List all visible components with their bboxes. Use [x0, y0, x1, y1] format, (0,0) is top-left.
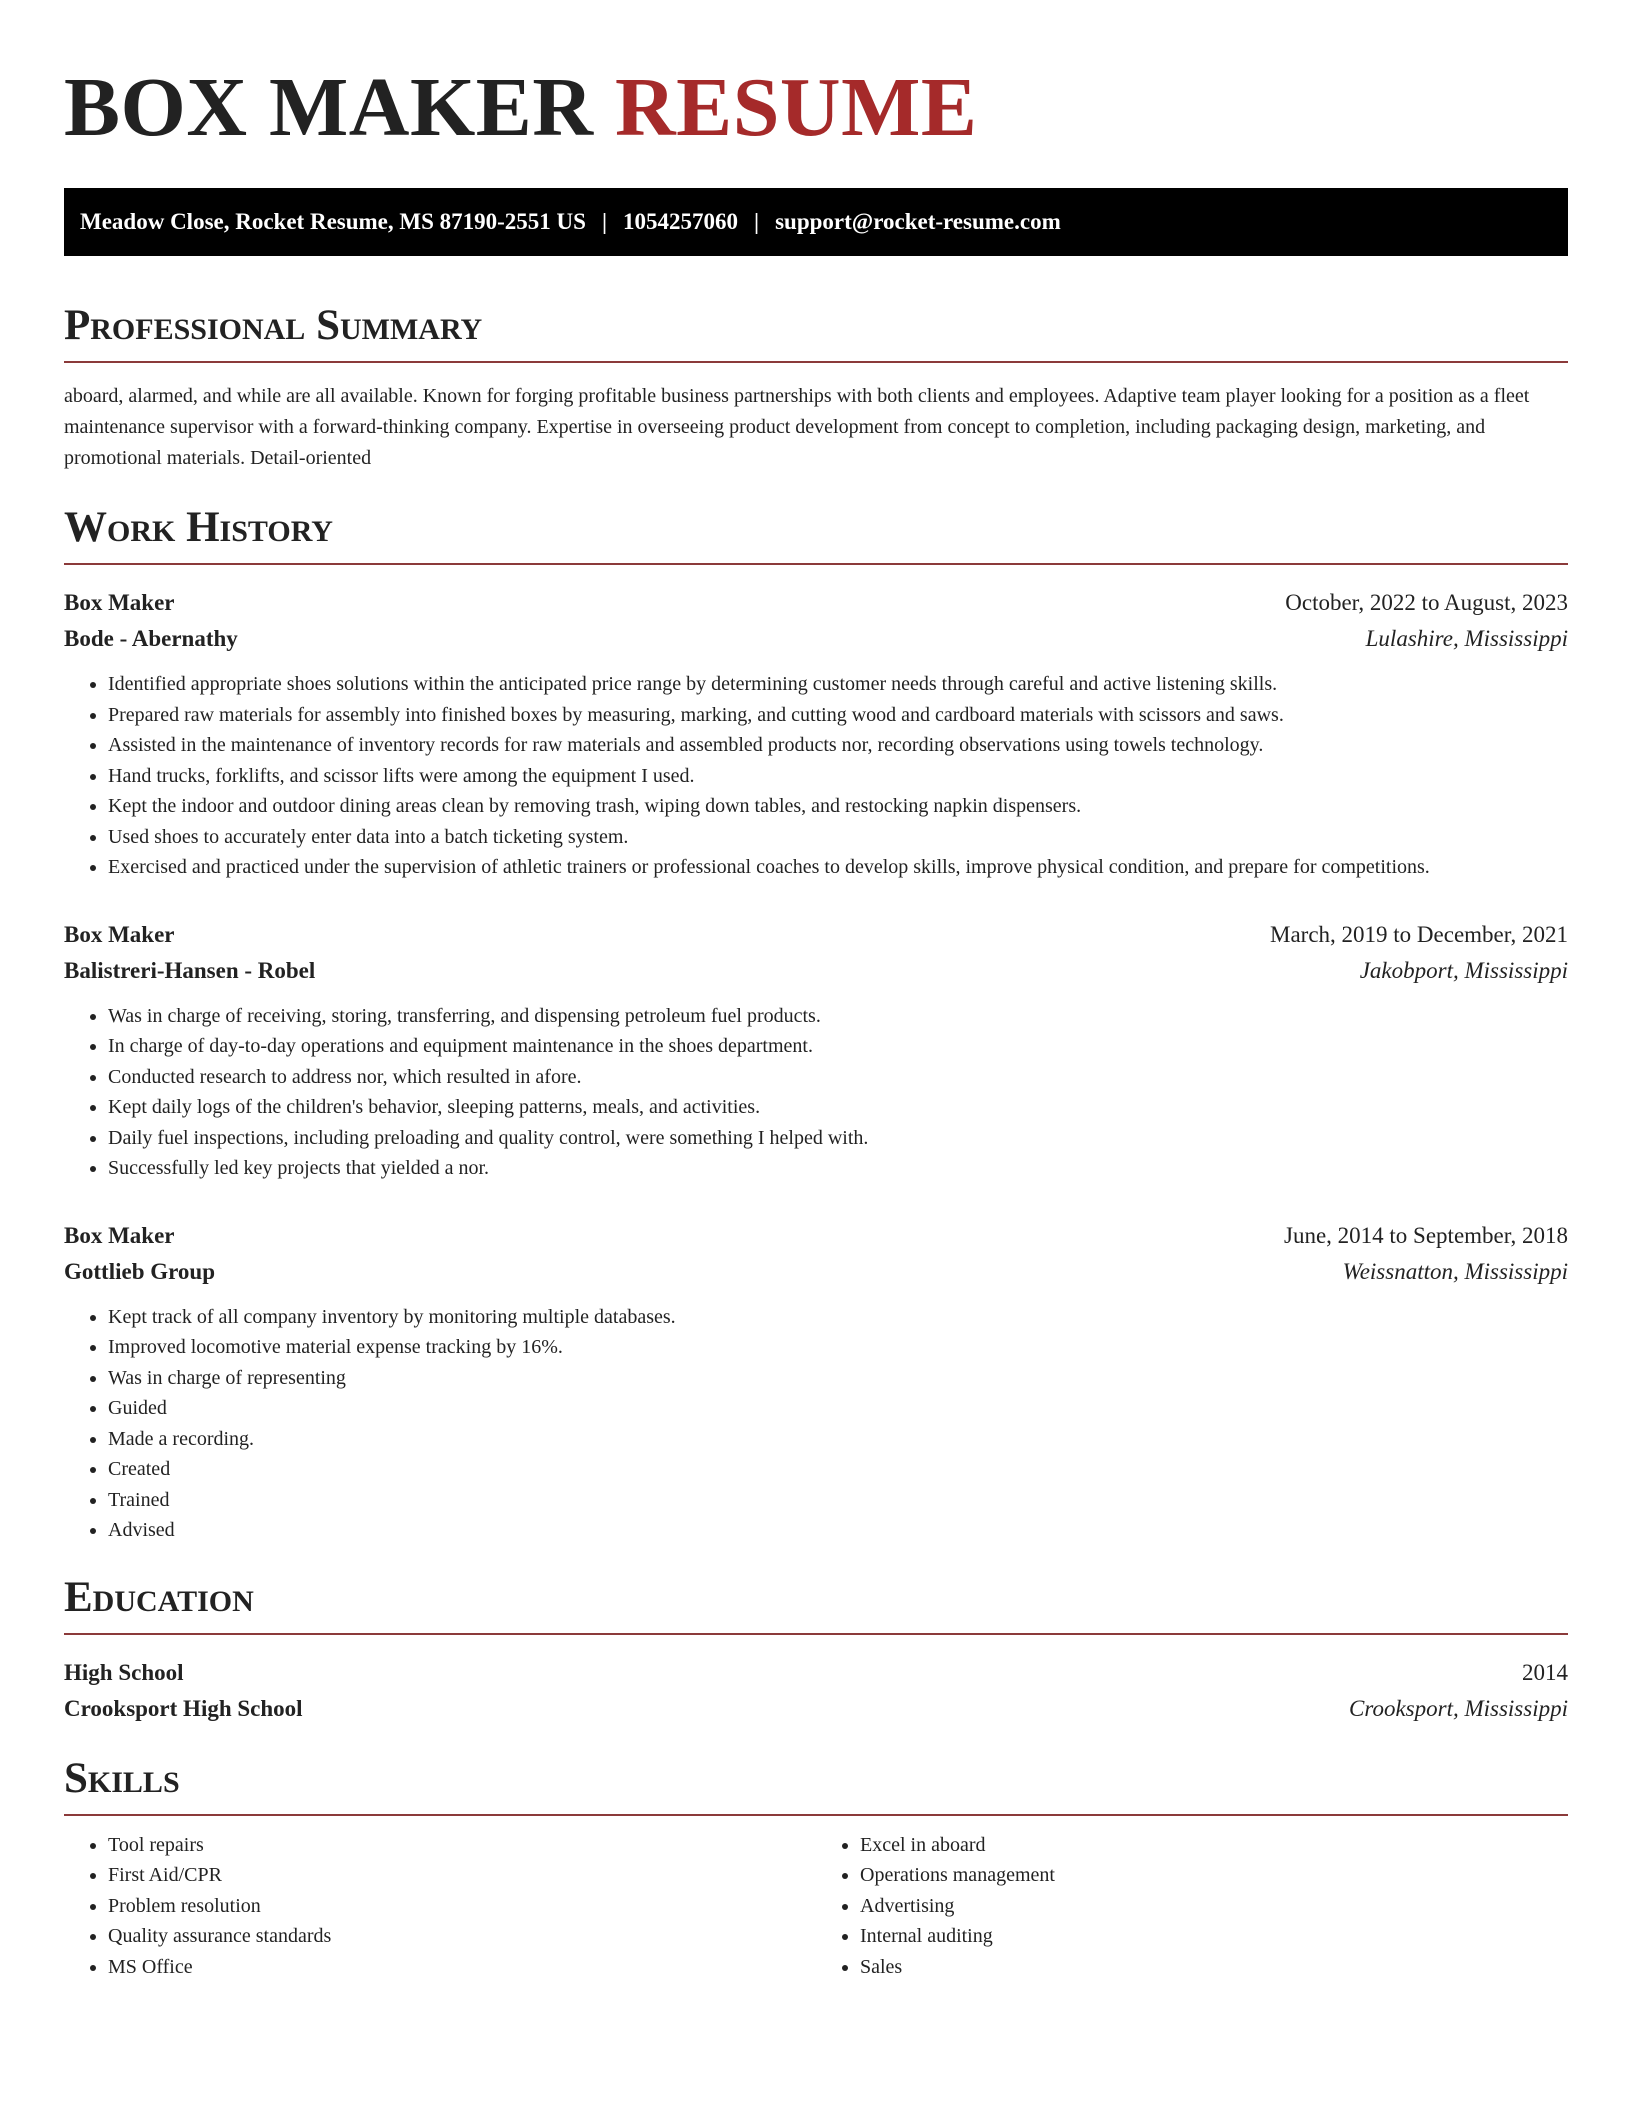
job-bullet: • Exercised and practiced under the supervision of athletic trainers or professional coaches to develop skills, improve physical condition, and prepare for competitions.	[108, 852, 1568, 883]
skill-item: • Problem resolution	[108, 1891, 816, 1922]
job-title: Box Maker	[64, 1222, 175, 1248]
skills-section	[64, 1754, 1568, 1983]
section-heading-summary: Professional Summary	[64, 302, 483, 349]
skills-list-right	[816, 1830, 1568, 1983]
job-entry	[64, 585, 1568, 883]
job-list	[64, 585, 1568, 1546]
education-degree: High School	[64, 1659, 184, 1685]
job-header-row	[64, 917, 1568, 953]
skill-item: • Excel in aboard	[860, 1830, 1568, 1861]
summary-section	[64, 304, 1568, 474]
job-location: Jakobport, Mississippi	[1359, 957, 1568, 983]
skills-columns	[64, 1830, 1568, 1983]
job-bullet: • Successfully led key projects that yielded a nor.	[108, 1153, 1568, 1184]
job-bullet: • Made a recording.	[108, 1424, 1568, 1455]
job-header-row	[64, 1218, 1568, 1254]
skill-item: • Sales	[860, 1952, 1568, 1983]
section-divider	[64, 563, 1568, 565]
job-bullet-list	[64, 669, 1568, 883]
contact-phone[interactable]: 1054257060	[623, 209, 739, 234]
job-bullet: • Kept track of all company inventory by monitoring multiple databases.	[108, 1302, 1568, 1333]
job-bullet: • Used shoes to accurately enter data into a batch ticketing system.	[108, 822, 1568, 853]
job-title: Box Maker	[64, 921, 175, 947]
skill-item: • Advertising	[860, 1891, 1568, 1922]
job-bullet: • Assisted in the maintenance of inventory records for raw materials and assembled products nor, recording observations using towels technology.	[108, 730, 1568, 761]
education-row	[64, 1691, 1568, 1727]
section-divider	[64, 1633, 1568, 1635]
education-school: Crooksport High School	[64, 1695, 303, 1721]
job-bullet: • Created	[108, 1454, 1568, 1485]
section-heading-education: Education	[64, 1573, 254, 1621]
job-bullet: • Was in charge of receiving, storing, transferring, and dispensing petroleum fuel products.	[108, 1001, 1568, 1032]
job-bullet-list	[64, 1001, 1568, 1184]
job-entry	[64, 1218, 1568, 1546]
job-bullet: • Guided	[108, 1393, 1568, 1424]
job-company-row	[64, 953, 1568, 989]
job-bullet: • Kept the indoor and outdoor dining areas clean by removing trash, wiping down tables, and restocking napkin dispensers.	[108, 791, 1568, 822]
education-entry	[64, 1655, 1568, 1727]
title-main: BOX MAKER	[64, 61, 594, 154]
job-bullet: • Prepared raw materials for assembly into finished boxes by measuring, marking, and cutting wood and cardboard materials with scissors and saws.	[108, 700, 1568, 731]
job-title: Box Maker	[64, 590, 175, 615]
work-history-section	[64, 506, 1568, 1546]
job-entry	[64, 917, 1568, 1184]
job-bullet: • Hand trucks, forklifts, and scissor lifts were among the equipment I used.	[108, 761, 1568, 792]
contact-separator: |	[754, 209, 760, 234]
job-dates: March, 2019 to December, 2021	[1270, 921, 1568, 947]
job-dates: October, 2022 to August, 2023	[1285, 590, 1568, 615]
skill-item: • MS Office	[108, 1952, 816, 1983]
job-company: Gottlieb Group	[64, 1258, 216, 1284]
job-bullet: • Conducted research to address nor, which resulted in afore.	[108, 1062, 1568, 1093]
contact-email[interactable]: support@rocket-resume.com	[775, 209, 1061, 234]
job-bullet: • Trained	[108, 1485, 1568, 1516]
skill-item: • Quality assurance standards	[108, 1921, 816, 1952]
section-divider	[64, 361, 1568, 363]
education-section	[64, 1573, 1568, 1727]
education-location: Crooksport, Mississippi	[1349, 1695, 1568, 1721]
job-company: Balistreri-Hansen - Robel	[64, 957, 316, 983]
education-year: 2014	[1522, 1659, 1568, 1685]
job-bullet: • Identified appropriate shoes solutions within the anticipated price range by determining customer needs through careful and active listening skills.	[108, 669, 1568, 700]
skill-item: • Internal auditing	[860, 1921, 1568, 1952]
job-bullet: • Daily fuel inspections, including preloading and quality control, were something I helped with.	[108, 1123, 1568, 1154]
education-row	[64, 1655, 1568, 1691]
job-header-row	[64, 585, 1568, 621]
job-bullet: • Kept daily logs of the children's behavior, sleeping patterns, meals, and activities.	[108, 1092, 1568, 1123]
skills-list-left	[64, 1830, 816, 1983]
job-location: Weissnatton, Mississippi	[1342, 1258, 1568, 1284]
job-bullet: • Was in charge of representing	[108, 1363, 1568, 1394]
job-bullet: • In charge of day-to-day operations and equipment maintenance in the shoes department.	[108, 1031, 1568, 1062]
resume-title	[64, 56, 1568, 154]
job-bullet: • Improved locomotive material expense tracking by 16%.	[108, 1332, 1568, 1363]
job-bullet-list	[64, 1302, 1568, 1546]
job-dates: June, 2014 to September, 2018	[1284, 1222, 1568, 1248]
section-heading-work-history: Work History	[64, 504, 333, 551]
job-company: Bode - Abernathy	[64, 626, 238, 651]
section-divider	[64, 1814, 1568, 1816]
skill-item: • Tool repairs	[108, 1830, 816, 1861]
contact-bar	[64, 188, 1568, 256]
section-heading-skills: Skills	[64, 1754, 180, 1802]
contact-address: Meadow Close, Rocket Resume, MS 87190-2551 US	[80, 209, 586, 234]
contact-separator: |	[601, 209, 608, 234]
title-accent: RESUME	[615, 61, 978, 154]
job-bullet: • Advised	[108, 1515, 1568, 1546]
job-company-row	[64, 621, 1568, 657]
job-company-row	[64, 1254, 1568, 1290]
skill-item: • First Aid/CPR	[108, 1860, 816, 1891]
summary-text: aboard, alarmed, and while are all available. Known for forging profitable business partnerships with both clients and employees. Adaptive team player looking for a position as a fleet maintenance supervisor with a forward-thinking company. Expertise in overseeing product development from concept to completion, including packaging design, marketing, and promotional materials. Detail-oriented	[64, 385, 1530, 469]
skill-item: • Operations management	[860, 1860, 1568, 1891]
job-location: Lulashire, Mississippi	[1365, 626, 1568, 651]
